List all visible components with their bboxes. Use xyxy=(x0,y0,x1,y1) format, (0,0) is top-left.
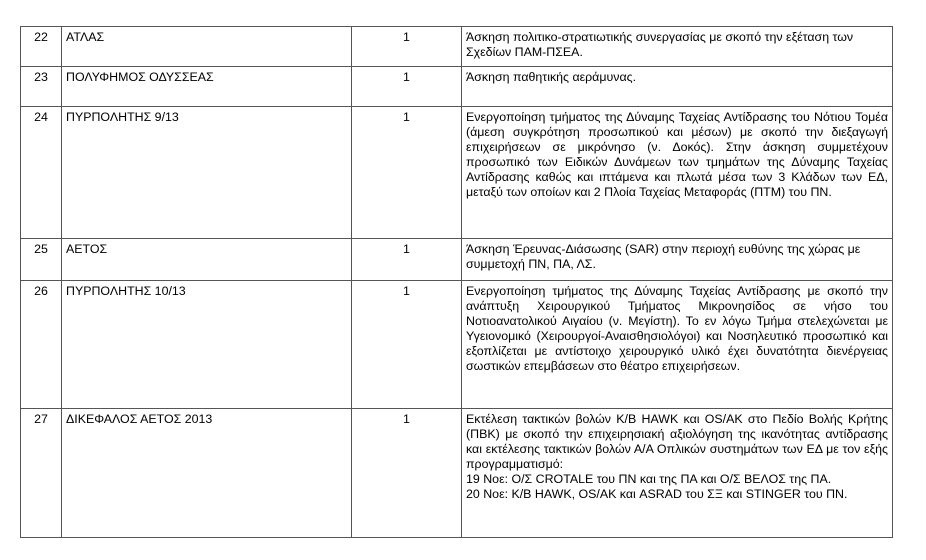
schedule-line: 20 Νοε: Κ/Β HAWK, OS/AK και ASRAD του ΣΞ και STINGER του ΠΝ. xyxy=(466,487,848,501)
exercise-description xyxy=(462,67,893,107)
exercise-count: 1 xyxy=(352,239,462,281)
exercise-description xyxy=(462,409,893,538)
exercise-name: ΑΤΛΑΣ xyxy=(62,27,352,67)
exercise-count: 1 xyxy=(352,409,462,538)
table-row xyxy=(21,107,893,239)
row-number: 22 xyxy=(21,27,62,67)
schedule-line: 19 Νοε: Ο/Σ CROTALE του ΠΝ και της ΠΑ και Ο/Σ ΒΕΛΟΣ της ΠΑ. xyxy=(466,472,832,486)
exercise-table xyxy=(20,26,893,538)
description-text: Ενεργοποίηση τμήματος της Δύναμης Ταχείας Αντίδρασης του Νότιου Τομέα (άμεση συγκρότηση προσωπικού και μέσων) με σκοπό την διεξαγωγή επιχειρήσεων σε μικρόνησο (ν. Δοκός). Στην άσκηση συμμετέχουν προσωπικό των Ειδικών Δυνάμεων των τμημάτων της Δύναμης Ταχείας Αντίδρασης καθώς και ιπτάμενα και πλωτά μέσα των 3 Κλάδων των ΕΔ, μεταξύ των οποίων και 2 Πλοία Ταχείας Μεταφοράς (ΠΤΜ) του ΠΝ. xyxy=(466,110,888,199)
table-row xyxy=(21,27,893,67)
row-number: 25 xyxy=(21,239,62,281)
row-number: 26 xyxy=(21,281,62,409)
description-text: Ενεργοποίηση τμήματος της Δύναμης Ταχείας Αντίδρασης με σκοπό την ανάπτυξη Χειρουργικού Τμήματος Μικρονησίδος σε νήσο του Νοτιοανατολικού Αιγαίου (ν. Μεγίστη). Το εν λόγω Τμήμα στελεχώνεται με Υγειονομικό (Χειρουργοί-Αναισθησιολόγοι) και Νοσηλευτικό προσωπικό και εξοπλίζεται με αντίστοιχο χειρουργικό υλικό έχει δυνατότητα διενέργειας σωστικών επεμβάσεων στο θέατρο επιχειρήσεων. xyxy=(466,284,888,373)
description-text: Άσκηση παθητικής αεράμυνας. xyxy=(466,70,637,84)
exercise-description xyxy=(462,239,893,281)
exercise-name: ΑΕΤΟΣ xyxy=(62,239,352,281)
exercise-count: 1 xyxy=(352,67,462,107)
exercise-description xyxy=(462,107,893,239)
exercise-count: 1 xyxy=(352,281,462,409)
table-row xyxy=(21,67,893,107)
description-text: Εκτέλεση τακτικών βολών Κ/Β HAWK και OS/AK στο Πεδίο Βολής Κρήτης (ΠΒΚ) με σκοπό την επιχειρησιακή αξιολόγηση της ικανότητας αντίδρασης και εκτέλεσης τακτικών βολών Α/Α Οπλικών συστημάτων των ΕΔ με τον εξής προγραμματισμό: xyxy=(466,412,888,471)
exercise-name: ΠΥΡΠΟΛΗΤΗΣ 9/13 xyxy=(62,107,352,239)
exercise-name: ΠΟΛΥΦΗΜΟΣ ΟΔΥΣΣΕΑΣ xyxy=(62,67,352,107)
table-row xyxy=(21,409,893,538)
table-row xyxy=(21,281,893,409)
description-text: Άσκηση πολιτικο-στρατιωτικής συνεργασίας με σκοπό την εξέταση των Σχεδίων ΠΑΜ-ΠΣΕΑ. xyxy=(466,30,854,59)
exercise-description xyxy=(462,27,893,67)
row-number: 27 xyxy=(21,409,62,538)
exercise-count: 1 xyxy=(352,27,462,67)
description-text: Άσκηση Έρευνας-Διάσωσης (SAR) στην περιοχή ευθύνης της χώρας με συμμετοχή ΠΝ, ΠΑ, ΛΣ. xyxy=(466,242,861,271)
table-row xyxy=(21,239,893,281)
exercise-description xyxy=(462,281,893,409)
row-number: 23 xyxy=(21,67,62,107)
exercise-count: 1 xyxy=(352,107,462,239)
exercise-name: ΠΥΡΠΟΛΗΤΗΣ 10/13 xyxy=(62,281,352,409)
row-number: 24 xyxy=(21,107,62,239)
exercise-name: ΔΙΚΕΦΑΛΟΣ ΑΕΤΟΣ 2013 xyxy=(62,409,352,538)
